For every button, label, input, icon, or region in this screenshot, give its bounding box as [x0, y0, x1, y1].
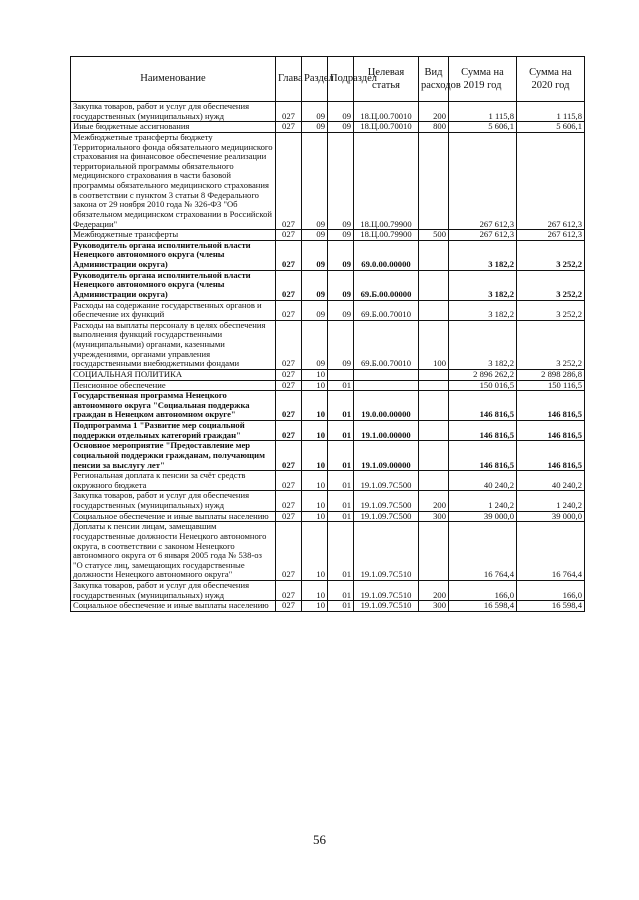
cell-name: Расходы на выплаты персоналу в целях обеспечения выполнения функций государственными (муниципальными) органами, казенными учреждениями, органами управления государственными внебюджетными фондами — [71, 320, 276, 369]
table-row — [71, 320, 585, 369]
cell-vid — [419, 369, 449, 380]
cell-sum-2020: 3 252,2 — [517, 300, 585, 320]
cell-razdel: 10 — [302, 522, 328, 581]
cell-podrazdel: 01 — [328, 491, 354, 511]
cell-glava: 027 — [276, 132, 302, 229]
cell-podrazdel: 09 — [328, 300, 354, 320]
cell-vid: 200 — [419, 491, 449, 511]
cell-article: 19.1.09.7С500 — [354, 471, 419, 491]
cell-podrazdel: 09 — [328, 320, 354, 369]
budget-table — [70, 56, 585, 612]
table-row — [71, 471, 585, 491]
cell-vid: 200 — [419, 102, 449, 122]
cell-sum-2019: 1 115,8 — [449, 102, 517, 122]
table-row — [71, 581, 585, 601]
cell-podrazdel: 01 — [328, 380, 354, 391]
cell-podrazdel — [328, 369, 354, 380]
cell-razdel: 10 — [302, 391, 328, 421]
cell-sum-2019: 5 606,1 — [449, 122, 517, 133]
table-row — [71, 511, 585, 522]
cell-glava: 027 — [276, 441, 302, 471]
cell-sum-2020: 2 898 286,8 — [517, 369, 585, 380]
cell-vid — [419, 471, 449, 491]
cell-razdel: 10 — [302, 441, 328, 471]
cell-sum-2020: 3 252,2 — [517, 240, 585, 270]
cell-glava: 027 — [276, 369, 302, 380]
cell-sum-2020: 267 612,3 — [517, 132, 585, 229]
cell-article: 19.1.09.7С510 — [354, 581, 419, 601]
cell-razdel: 09 — [302, 240, 328, 270]
cell-sum-2019: 2 896 262,2 — [449, 369, 517, 380]
cell-name: Межбюджетные трансферты — [71, 230, 276, 241]
cell-article: 19.1.09.7С500 — [354, 511, 419, 522]
cell-glava: 027 — [276, 320, 302, 369]
cell-podrazdel: 01 — [328, 522, 354, 581]
cell-sum-2020: 3 252,2 — [517, 270, 585, 300]
cell-name: Закупка товаров, работ и услуг для обеспечения государственных (муниципальных) нужд — [71, 581, 276, 601]
header-vid: Вид расходов — [419, 57, 449, 102]
cell-podrazdel: 09 — [328, 270, 354, 300]
cell-razdel: 10 — [302, 491, 328, 511]
cell-sum-2019: 3 182,2 — [449, 300, 517, 320]
cell-name: Региональная доплата к пенсии за счёт средств окружного бюджета — [71, 471, 276, 491]
cell-glava: 027 — [276, 102, 302, 122]
table-row — [71, 300, 585, 320]
cell-podrazdel: 09 — [328, 102, 354, 122]
cell-sum-2020: 39 000,0 — [517, 511, 585, 522]
table-row — [71, 391, 585, 421]
cell-vid — [419, 240, 449, 270]
cell-razdel: 10 — [302, 421, 328, 441]
cell-podrazdel: 01 — [328, 391, 354, 421]
cell-podrazdel: 01 — [328, 601, 354, 612]
cell-podrazdel: 01 — [328, 581, 354, 601]
cell-podrazdel: 01 — [328, 511, 354, 522]
cell-vid — [419, 441, 449, 471]
cell-razdel: 09 — [302, 132, 328, 229]
cell-sum-2020: 166,0 — [517, 581, 585, 601]
table-row — [71, 122, 585, 133]
cell-sum-2020: 146 816,5 — [517, 421, 585, 441]
cell-name: Расходы на содержание государственных органов и обеспечение их функций — [71, 300, 276, 320]
header-sum-2020: Сумма на 2020 год — [517, 57, 585, 102]
cell-article: 19.1.09.7С510 — [354, 522, 419, 581]
cell-glava: 027 — [276, 230, 302, 241]
cell-sum-2019: 1 240,2 — [449, 491, 517, 511]
cell-sum-2019: 146 816,5 — [449, 421, 517, 441]
cell-sum-2019: 267 612,3 — [449, 132, 517, 229]
cell-article: 69.Б.00.70010 — [354, 320, 419, 369]
cell-sum-2019: 3 182,2 — [449, 240, 517, 270]
cell-vid — [419, 270, 449, 300]
cell-sum-2020: 16 598,4 — [517, 601, 585, 612]
cell-name: Доплаты к пенсии лицам, замещавшим государственные должности Ненецкого автономного округа, в соответствии с законом Ненецкого автономного округа от 6 января 2005 года № 538-оз "О статусе лиц, замещающих государственные должности Ненецкого автономного округа" — [71, 522, 276, 581]
cell-sum-2020: 1 115,8 — [517, 102, 585, 122]
cell-sum-2019: 16 598,4 — [449, 601, 517, 612]
table-header-row — [71, 57, 585, 102]
cell-razdel: 10 — [302, 380, 328, 391]
cell-vid: 800 — [419, 122, 449, 133]
header-name: Наименование — [71, 57, 276, 102]
cell-sum-2020: 40 240,2 — [517, 471, 585, 491]
cell-podrazdel: 01 — [328, 471, 354, 491]
cell-name: Руководитель органа исполнительной власти Ненецкого автономного округа (члены Администрации округа) — [71, 240, 276, 270]
cell-sum-2019: 40 240,2 — [449, 471, 517, 491]
cell-article — [354, 369, 419, 380]
table-row — [71, 421, 585, 441]
cell-name: СОЦИАЛЬНАЯ ПОЛИТИКА — [71, 369, 276, 380]
cell-article: 18.Ц.00.79900 — [354, 230, 419, 241]
cell-article: 69.Б.00.70010 — [354, 300, 419, 320]
cell-sum-2019: 150 016,5 — [449, 380, 517, 391]
table-row — [71, 380, 585, 391]
cell-glava: 027 — [276, 471, 302, 491]
cell-razdel: 09 — [302, 122, 328, 133]
cell-sum-2019: 16 764,4 — [449, 522, 517, 581]
cell-podrazdel: 09 — [328, 132, 354, 229]
cell-podrazdel: 09 — [328, 240, 354, 270]
cell-glava: 027 — [276, 421, 302, 441]
cell-sum-2020: 267 612,3 — [517, 230, 585, 241]
cell-vid: 300 — [419, 601, 449, 612]
cell-glava: 027 — [276, 380, 302, 391]
cell-glava: 027 — [276, 511, 302, 522]
cell-vid — [419, 300, 449, 320]
table-row — [71, 270, 585, 300]
table-row — [71, 132, 585, 229]
cell-podrazdel: 01 — [328, 441, 354, 471]
cell-sum-2019: 166,0 — [449, 581, 517, 601]
cell-name: Социальное обеспечение и иные выплаты населению — [71, 601, 276, 612]
cell-sum-2019: 146 816,5 — [449, 441, 517, 471]
cell-name: Закупка товаров, работ и услуг для обеспечения государственных (муниципальных) нужд — [71, 102, 276, 122]
cell-vid — [419, 421, 449, 441]
cell-sum-2019: 39 000,0 — [449, 511, 517, 522]
cell-razdel: 09 — [302, 320, 328, 369]
cell-article — [354, 380, 419, 391]
cell-razdel: 10 — [302, 601, 328, 612]
cell-name: Межбюджетные трансферты бюджету Территориального фонда обязательного медицинского страхования на финансовое обеспечение реализации территориальной программы обязательного медицинского страхования в части базовой программы обязательного медицинского страхования в соответствии с пунктом 3 статьи 8 Федерального закона от 29 ноября 2010 года № 326-ФЗ "Об обязательном медицинском страховании в Российской Федерации" — [71, 132, 276, 229]
table-row — [71, 102, 585, 122]
cell-name: Руководитель органа исполнительной власти Ненецкого автономного округа (члены Администрации округа) — [71, 270, 276, 300]
cell-razdel: 10 — [302, 369, 328, 380]
cell-name: Основное мероприятие "Предоставление мер социальной поддержки гражданам, получающим пенсии за выслугу лет" — [71, 441, 276, 471]
cell-sum-2020: 1 240,2 — [517, 491, 585, 511]
header-sum-2019: Сумма на 2019 год — [449, 57, 517, 102]
cell-vid: 100 — [419, 320, 449, 369]
page-number: 56 — [313, 832, 326, 847]
cell-vid: 500 — [419, 230, 449, 241]
table-row — [71, 522, 585, 581]
table-row — [71, 601, 585, 612]
cell-glava: 027 — [276, 270, 302, 300]
header-podrazdel: Подраздел — [328, 57, 354, 102]
header-razdel: Раздел — [302, 57, 328, 102]
cell-name: Подпрограмма 1 "Развитие мер социальной поддержки отдельных категорий граждан" — [71, 421, 276, 441]
cell-razdel: 09 — [302, 300, 328, 320]
cell-article: 19.0.00.00000 — [354, 391, 419, 421]
cell-article: 69.0.00.00000 — [354, 240, 419, 270]
table-row — [71, 369, 585, 380]
cell-glava: 027 — [276, 522, 302, 581]
cell-vid — [419, 380, 449, 391]
cell-sum-2019: 146 816,5 — [449, 391, 517, 421]
cell-sum-2020: 150 116,5 — [517, 380, 585, 391]
cell-article: 18.Ц.00.70010 — [354, 122, 419, 133]
cell-razdel: 10 — [302, 511, 328, 522]
cell-sum-2019: 3 182,2 — [449, 270, 517, 300]
cell-sum-2020: 16 764,4 — [517, 522, 585, 581]
cell-sum-2020: 5 606,1 — [517, 122, 585, 133]
cell-razdel: 09 — [302, 270, 328, 300]
cell-razdel: 09 — [302, 102, 328, 122]
cell-razdel: 09 — [302, 230, 328, 241]
cell-vid — [419, 391, 449, 421]
table-body — [71, 102, 585, 612]
cell-name: Закупка товаров, работ и услуг для обеспечения государственных (муниципальных) нужд — [71, 491, 276, 511]
table-row — [71, 240, 585, 270]
cell-vid: 200 — [419, 581, 449, 601]
cell-article: 19.1.09.00000 — [354, 441, 419, 471]
cell-name: Пенсионное обеспечение — [71, 380, 276, 391]
cell-name: Иные бюджетные ассигнования — [71, 122, 276, 133]
cell-razdel: 10 — [302, 471, 328, 491]
cell-article: 19.1.09.7С500 — [354, 491, 419, 511]
cell-article: 18.Ц.00.70010 — [354, 102, 419, 122]
cell-sum-2019: 267 612,3 — [449, 230, 517, 241]
cell-vid — [419, 522, 449, 581]
cell-sum-2020: 3 252,2 — [517, 320, 585, 369]
cell-article: 19.1.09.7С510 — [354, 601, 419, 612]
cell-glava: 027 — [276, 391, 302, 421]
cell-vid: 300 — [419, 511, 449, 522]
cell-glava: 027 — [276, 491, 302, 511]
cell-name: Государственная программа Ненецкого автономного округа "Социальная поддержка граждан в Ненецком автономном округе" — [71, 391, 276, 421]
cell-podrazdel: 01 — [328, 421, 354, 441]
cell-glava: 027 — [276, 581, 302, 601]
table-row — [71, 441, 585, 471]
cell-article: 19.1.00.00000 — [354, 421, 419, 441]
cell-glava: 027 — [276, 240, 302, 270]
cell-razdel: 10 — [302, 581, 328, 601]
cell-article: 69.Б.00.00000 — [354, 270, 419, 300]
cell-glava: 027 — [276, 122, 302, 133]
cell-glava: 027 — [276, 601, 302, 612]
cell-sum-2019: 3 182,2 — [449, 320, 517, 369]
cell-article: 18.Ц.00.79900 — [354, 132, 419, 229]
table-row — [71, 230, 585, 241]
table-row — [71, 491, 585, 511]
cell-podrazdel: 09 — [328, 230, 354, 241]
cell-podrazdel: 09 — [328, 122, 354, 133]
cell-sum-2020: 146 816,5 — [517, 391, 585, 421]
cell-glava: 027 — [276, 300, 302, 320]
header-glava: Глава — [276, 57, 302, 102]
header-article: Целевая статья — [354, 57, 419, 102]
cell-sum-2020: 146 816,5 — [517, 441, 585, 471]
cell-name: Социальное обеспечение и иные выплаты населению — [71, 511, 276, 522]
cell-vid — [419, 132, 449, 229]
